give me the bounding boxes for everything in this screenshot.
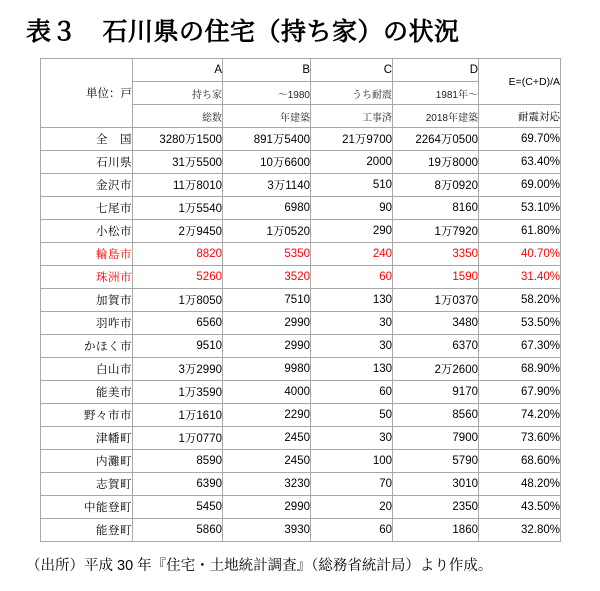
table-container [0, 58, 600, 542]
cell-c: 20 [311, 496, 393, 519]
cell-d: 2万2600 [393, 358, 479, 381]
table-row [41, 289, 561, 312]
cell-a: 5260 [133, 266, 223, 289]
cell-b: 3万1140 [223, 174, 311, 197]
cell-d: 9170 [393, 381, 479, 404]
cell-a: 6560 [133, 312, 223, 335]
table-row [41, 450, 561, 473]
cell-a: 5860 [133, 519, 223, 542]
cell-c: 30 [311, 335, 393, 358]
cell-c: 2000 [311, 151, 393, 174]
table-row [41, 312, 561, 335]
cell-e: 48.20% [479, 473, 561, 496]
cell-a: 2万9450 [133, 220, 223, 243]
row-label: 志賀町 [41, 473, 133, 496]
cell-d: 1860 [393, 519, 479, 542]
cell-a: 11万8010 [133, 174, 223, 197]
cell-d: 3350 [393, 243, 479, 266]
subheader-d-bottom: 2018年建築 [393, 105, 479, 128]
cell-c: 50 [311, 404, 393, 427]
table-body [41, 128, 561, 542]
cell-b: 891万5400 [223, 128, 311, 151]
cell-d: 1590 [393, 266, 479, 289]
cell-a: 1万1610 [133, 404, 223, 427]
row-label: 全 国 [41, 128, 133, 151]
row-label: 加賀市 [41, 289, 133, 312]
table-row [41, 151, 561, 174]
cell-e: 61.80% [479, 220, 561, 243]
cell-d: 8万0920 [393, 174, 479, 197]
subheader-a-bottom: 総数 [133, 105, 223, 128]
table-row [41, 335, 561, 358]
row-label: 石川県 [41, 151, 133, 174]
cell-a: 6390 [133, 473, 223, 496]
cell-b: 2290 [223, 404, 311, 427]
table-row [41, 473, 561, 496]
cell-a: 3万2990 [133, 358, 223, 381]
subheader-b-top: ～1980 [223, 82, 311, 105]
table-row [41, 496, 561, 519]
table-row [41, 174, 561, 197]
cell-d: 3480 [393, 312, 479, 335]
table-row [41, 519, 561, 542]
row-label: 野々市市 [41, 404, 133, 427]
page-title: 表３ 石川県の住宅（持ち家）の状況 [26, 18, 460, 46]
cell-b: 2990 [223, 312, 311, 335]
cell-c: 60 [311, 266, 393, 289]
cell-a: 31万5500 [133, 151, 223, 174]
column-header-e: E=(C+D)/A [479, 59, 561, 105]
table-row [41, 266, 561, 289]
cell-e: 74.20% [479, 404, 561, 427]
subheader-c-top: うち耐震 [311, 82, 393, 105]
row-label: 能登町 [41, 519, 133, 542]
row-label: 中能登町 [41, 496, 133, 519]
cell-a: 8820 [133, 243, 223, 266]
cell-e: 40.70% [479, 243, 561, 266]
row-label: 津幡町 [41, 427, 133, 450]
cell-e: 63.40% [479, 151, 561, 174]
row-label: 能美市 [41, 381, 133, 404]
row-label: 金沢市 [41, 174, 133, 197]
cell-c: 130 [311, 358, 393, 381]
cell-c: 30 [311, 427, 393, 450]
housing-statistics-table [40, 58, 561, 542]
row-label: 珠洲市 [41, 266, 133, 289]
cell-e: 68.90% [479, 358, 561, 381]
subheader-a-top: 持ち家 [133, 82, 223, 105]
cell-a: 1万8050 [133, 289, 223, 312]
column-letter-b: B [223, 59, 311, 82]
cell-c: 290 [311, 220, 393, 243]
column-letter-c: C [311, 59, 393, 82]
cell-e: 67.30% [479, 335, 561, 358]
cell-b: 9980 [223, 358, 311, 381]
row-label: 小松市 [41, 220, 133, 243]
cell-c: 60 [311, 381, 393, 404]
table-row [41, 427, 561, 450]
cell-c: 21万9700 [311, 128, 393, 151]
cell-c: 60 [311, 519, 393, 542]
column-letter-a: A [133, 59, 223, 82]
row-label: 七尾市 [41, 197, 133, 220]
cell-d: 7900 [393, 427, 479, 450]
cell-a: 1万5540 [133, 197, 223, 220]
cell-a: 5450 [133, 496, 223, 519]
table-row [41, 381, 561, 404]
cell-d: 2350 [393, 496, 479, 519]
cell-d: 1万7920 [393, 220, 479, 243]
cell-a: 1万3590 [133, 381, 223, 404]
row-label: 羽咋市 [41, 312, 133, 335]
cell-b: 2990 [223, 496, 311, 519]
row-label: 輪島市 [41, 243, 133, 266]
cell-a: 3280万1500 [133, 128, 223, 151]
cell-b: 6980 [223, 197, 311, 220]
cell-b: 10万6600 [223, 151, 311, 174]
cell-d: 1万0370 [393, 289, 479, 312]
cell-b: 5350 [223, 243, 311, 266]
table-header-letters [41, 59, 561, 82]
cell-e: 53.10% [479, 197, 561, 220]
cell-e: 68.60% [479, 450, 561, 473]
column-letter-d: D [393, 59, 479, 82]
table-row [41, 128, 561, 151]
cell-e: 67.90% [479, 381, 561, 404]
cell-a: 1万0770 [133, 427, 223, 450]
unit-label-cell: 単位：戸 [41, 59, 133, 128]
cell-c: 100 [311, 450, 393, 473]
cell-e: 31.40% [479, 266, 561, 289]
cell-e: 73.60% [479, 427, 561, 450]
cell-d: 5790 [393, 450, 479, 473]
cell-d: 8560 [393, 404, 479, 427]
cell-b: 3230 [223, 473, 311, 496]
cell-e: 53.50% [479, 312, 561, 335]
row-label: 白山市 [41, 358, 133, 381]
cell-c: 240 [311, 243, 393, 266]
cell-d: 2264万0500 [393, 128, 479, 151]
cell-c: 510 [311, 174, 393, 197]
cell-e: 43.50% [479, 496, 561, 519]
cell-b: 1万0520 [223, 220, 311, 243]
cell-c: 30 [311, 312, 393, 335]
cell-b: 3930 [223, 519, 311, 542]
table-row [41, 358, 561, 381]
cell-c: 130 [311, 289, 393, 312]
cell-e: 69.70% [479, 128, 561, 151]
table-row [41, 197, 561, 220]
cell-b: 2450 [223, 450, 311, 473]
cell-b: 7510 [223, 289, 311, 312]
cell-b: 2990 [223, 335, 311, 358]
subheader-b-bottom: 年建築 [223, 105, 311, 128]
row-label: 内灘町 [41, 450, 133, 473]
table-row [41, 220, 561, 243]
cell-e: 58.20% [479, 289, 561, 312]
table-row [41, 243, 561, 266]
row-label: かほく市 [41, 335, 133, 358]
subheader-c-bottom: 工事済 [311, 105, 393, 128]
cell-a: 9510 [133, 335, 223, 358]
cell-b: 3520 [223, 266, 311, 289]
subheader-e: 耐震対応 [479, 105, 561, 128]
cell-b: 4000 [223, 381, 311, 404]
subheader-d-top: 1981年～ [393, 82, 479, 105]
cell-d: 8160 [393, 197, 479, 220]
cell-d: 6370 [393, 335, 479, 358]
cell-e: 69.00% [479, 174, 561, 197]
cell-e: 32.80% [479, 519, 561, 542]
cell-d: 19万8000 [393, 151, 479, 174]
cell-a: 8590 [133, 450, 223, 473]
cell-c: 90 [311, 197, 393, 220]
source-note: （出所）平成 30 年『住宅・土地統計調査』（総務省統計局）より作成。 [26, 558, 493, 574]
cell-b: 2450 [223, 427, 311, 450]
cell-d: 3010 [393, 473, 479, 496]
cell-c: 70 [311, 473, 393, 496]
table-row [41, 404, 561, 427]
